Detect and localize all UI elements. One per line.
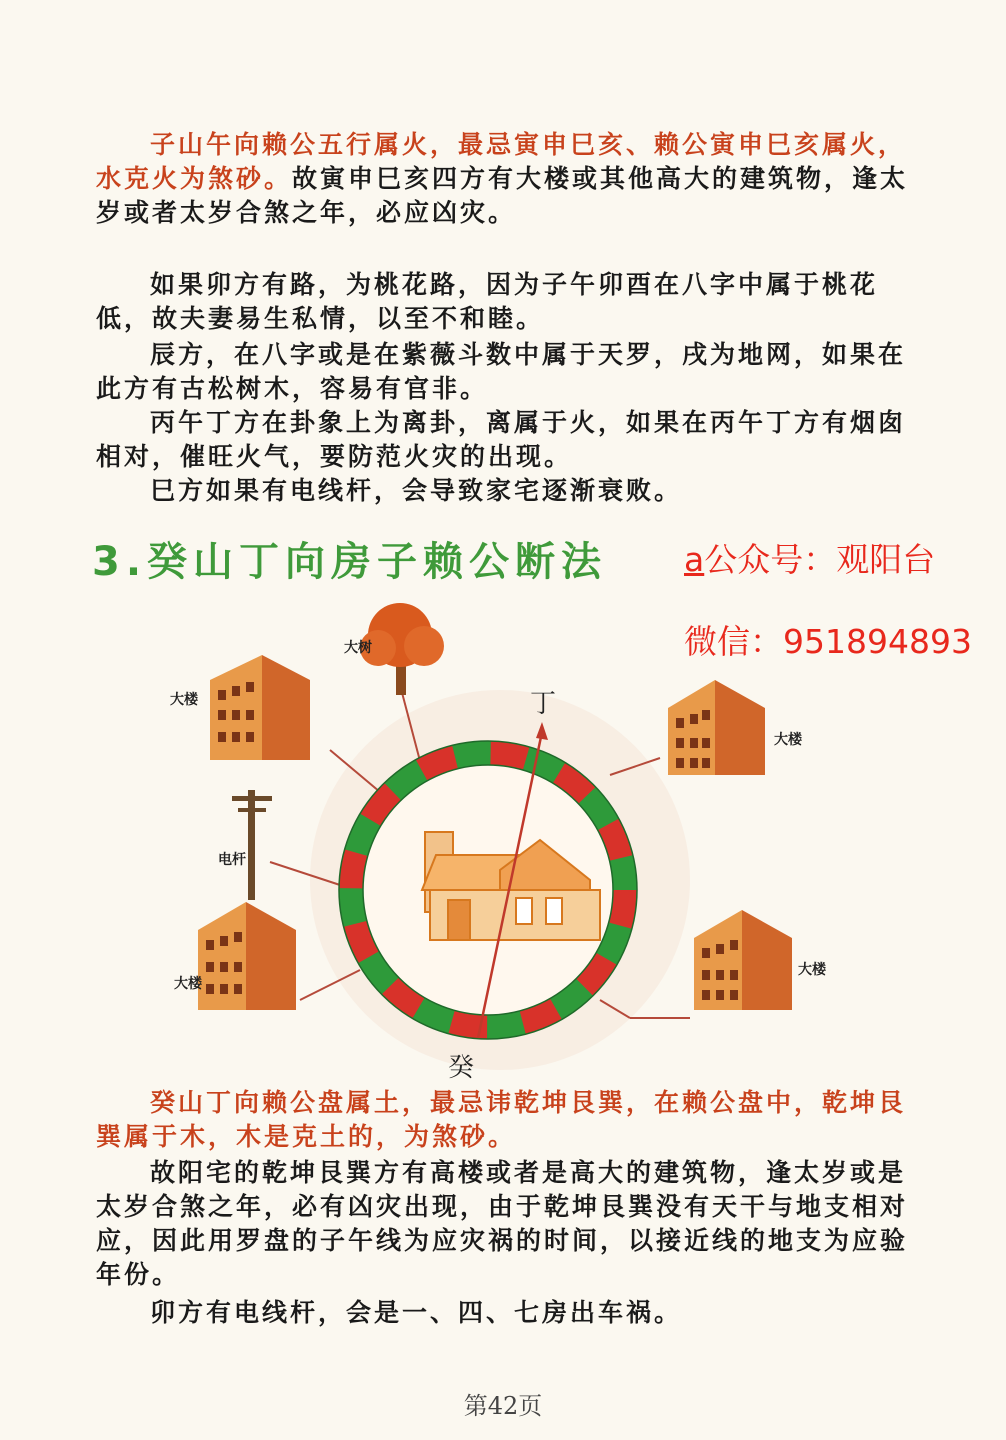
building-bottom-left-label: 大楼 [174, 976, 202, 992]
direction-bottom-label: 癸 [448, 1053, 475, 1080]
direction-top-label: 丁 [530, 689, 557, 719]
section-title: 3.癸山丁向房子赖公断法 [92, 539, 608, 585]
building-top-left-label: 大楼 [170, 692, 198, 708]
paragraph-2 [96, 268, 912, 336]
paragraph-6-highlight: 癸山丁向赖公盘属土，最忌讳乾坤艮巽，在赖公盘中，乾坤艮巽属于木，木是克土的，为煞砂。 [96, 1088, 907, 1151]
tree-label: 大树 [344, 640, 372, 656]
paragraph-1-highlight: 子山午向赖公五行属火，最忌寅申巳亥、赖公寅申巳亥属火，水克火为煞砂。 [96, 130, 907, 193]
pole-label: 电杆 [218, 852, 246, 868]
paragraph-2-text: 如果卯方有路，为桃花路，因为子午卯酉在八字中属于桃花低，故夫妻易生私情，以至不和睦。 [96, 270, 879, 333]
tree-icon [360, 603, 444, 695]
paragraph-7-text: 故阳宅的乾坤艮巽方有高楼或者是高大的建筑物，逢太岁或是太岁合煞之年，必有凶灾出现，由于乾坤艮巽没有天干与地支相对应，因此用罗盘的子午线为应灾祸的时间，以接近线的地支为应验年份。 [96, 1158, 909, 1289]
paragraph-1-rest: 故寅申巳亥四方有大楼或其他高大的建筑物，逢太岁或者太岁合煞之年，必应凶灾。 [96, 164, 909, 227]
building-bottom-right-label: 大楼 [798, 962, 826, 978]
building-top-right-label: 大楼 [774, 732, 802, 748]
watermark-wechat: 微信：951894893 [684, 622, 972, 661]
page-number: 第42页 [463, 1392, 543, 1420]
paragraph-5-text: 巳方如果有电线杆，会导致家宅逐渐衰败。 [150, 476, 683, 505]
paragraph-6 [96, 1086, 912, 1154]
paragraph-1 [96, 128, 912, 230]
watermark-account-text: 公众号：观阳台 [704, 540, 936, 579]
paragraph-8 [96, 1296, 912, 1330]
watermark-prefix: a [684, 540, 705, 579]
paragraph-4 [96, 406, 912, 474]
utility-pole-icon [232, 790, 272, 900]
paragraph-4-text: 丙午丁方在卦象上为离卦，离属于火，如果在丙午丁方有烟囱相对，催旺火气，要防范火灾的出现。 [96, 408, 907, 471]
building-bottom-right-icon [694, 910, 792, 1010]
paragraph-3-text: 辰方，在八字或是在紫薇斗数中属于天罗，戌为地网，如果在此方有古松树木，容易有官非。 [96, 340, 907, 403]
watermark-account [684, 534, 935, 581]
paragraph-5 [96, 474, 912, 508]
building-bottom-left-icon [198, 902, 296, 1010]
paragraph-7 [96, 1156, 912, 1292]
building-top-right-icon [668, 680, 765, 775]
paragraph-8-text: 卯方有电线杆，会是一、四、七房出车祸。 [150, 1298, 683, 1327]
building-top-left-icon [210, 655, 310, 760]
compass-diagram [0, 580, 1006, 1080]
paragraph-3 [96, 338, 912, 406]
